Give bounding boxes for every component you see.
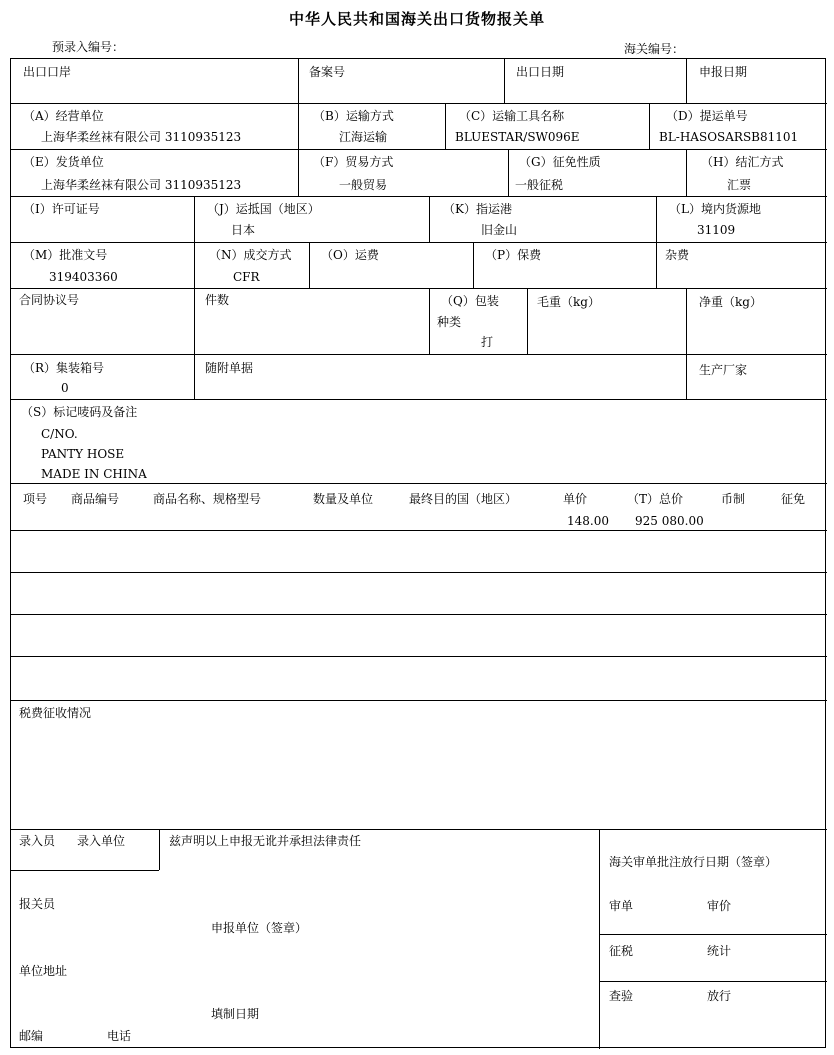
goods-header-name: 商品名称、规格型号 xyxy=(153,492,262,506)
declaration-form xyxy=(10,58,826,1048)
goods-unit-price: 148.00 xyxy=(567,514,609,528)
pieces-label: 件数 xyxy=(205,293,230,307)
release-label: 放行 xyxy=(707,989,732,1003)
trade-label: （F）贸易方式 xyxy=(313,155,394,169)
goods-header-levy: 征免 xyxy=(781,492,806,506)
container-value: 0 xyxy=(61,381,69,395)
settle-value: 汇票 xyxy=(727,178,752,192)
vehicle-label: （C）运输工具名称 xyxy=(459,109,565,123)
declare-unit-label: 申报单位（签章） xyxy=(211,921,308,935)
source-label: （L）境内货源地 xyxy=(669,202,761,216)
approval-value: 319403360 xyxy=(49,270,118,284)
settle-label: （H）结汇方式 xyxy=(701,155,784,169)
trade-value: 一般贸易 xyxy=(339,178,388,192)
review-label: 审单 xyxy=(609,899,634,913)
entry-unit-label: 录入单位 xyxy=(77,834,126,848)
levy-value: 一般征税 xyxy=(515,178,564,192)
deal-label: （N）成交方式 xyxy=(209,248,292,262)
marks-label: （S）标记唛码及备注 xyxy=(21,405,138,419)
shipper-value: 上海华柔丝袜有限公司 3110935123 xyxy=(41,178,242,192)
approval-label: （M）批准文号 xyxy=(23,248,108,262)
goods-header-total: （T）总价 xyxy=(627,492,684,506)
customs-approval-label: 海关审单批注放行日期（签章） xyxy=(609,855,778,869)
port-label: （K）指运港 xyxy=(443,202,512,216)
export-port-label: 出口口岸 xyxy=(23,65,72,79)
fill-date-label: 填制日期 xyxy=(211,1007,260,1021)
goods-header-unit-price: 单价 xyxy=(563,492,588,506)
declaration-statement: 兹声明以上申报无讹并承担法律责任 xyxy=(169,834,362,848)
export-date-label: 出口日期 xyxy=(516,65,565,79)
source-value: 31109 xyxy=(697,223,736,237)
transport-value: 江海运输 xyxy=(339,130,388,144)
phone-label: 电话 xyxy=(107,1029,132,1043)
pre-entry-no-label: 预录入编号： xyxy=(52,40,125,54)
docs-label: 随附单据 xyxy=(205,361,254,375)
broker-label: 报关员 xyxy=(19,897,56,911)
license-label: （I）许可证号 xyxy=(23,202,100,216)
dest-country-label: （J）运抵国（地区） xyxy=(207,202,320,216)
tax-label: 税费征收情况 xyxy=(19,706,92,720)
unit-address-label: 单位地址 xyxy=(19,964,68,978)
misc-fee-label: 杂费 xyxy=(665,248,690,262)
marks-line: PANTY HOSE xyxy=(41,447,125,461)
declare-date-label: 申报日期 xyxy=(699,65,748,79)
goods-header-currency: 币制 xyxy=(721,492,746,506)
goods-total-price: 925 080.00 xyxy=(635,514,704,528)
record-no-label: 备案号 xyxy=(309,65,346,79)
shipper-label: （E）发货单位 xyxy=(23,155,104,169)
bl-label: （D）提运单号 xyxy=(666,109,748,123)
levy-label: （G）征免性质 xyxy=(519,155,601,169)
operator-label: （A）经营单位 xyxy=(23,109,104,123)
form-title: 中华人民共和国海关出口货物报关单 xyxy=(288,10,545,28)
container-label: （R）集装箱号 xyxy=(23,361,105,375)
insurance-label: （P）保费 xyxy=(485,248,542,262)
goods-header-dest: 最终目的国（地区） xyxy=(409,492,518,506)
freight-label: （O）运费 xyxy=(321,248,379,262)
inspection-label: 查验 xyxy=(609,989,634,1003)
goods-header-item-no: 项号 xyxy=(23,492,48,506)
goods-header-qty: 数量及单位 xyxy=(313,492,374,506)
deal-value: CFR xyxy=(233,270,260,284)
contract-label: 合同协议号 xyxy=(19,293,80,307)
vehicle-value: BLUESTAR/SW096E xyxy=(455,130,580,144)
pack-value: 打 xyxy=(481,335,494,349)
postcode-label: 邮编 xyxy=(19,1029,44,1043)
port-value: 旧金山 xyxy=(481,223,518,237)
marks-line: MADE IN CHINA xyxy=(41,467,147,481)
transport-label: （B）运输方式 xyxy=(313,109,394,123)
operator-value: 上海华柔丝袜有限公司 3110935123 xyxy=(41,130,242,144)
customs-no-label: 海关编号： xyxy=(624,42,685,56)
marks-line: C/NO. xyxy=(41,427,78,441)
bl-value: BL-HASOSARSB81101 xyxy=(659,130,799,144)
tax-levy-label: 征税 xyxy=(609,944,634,958)
gross-weight-label: 毛重（kg） xyxy=(537,295,600,309)
pack-label-2: 种类 xyxy=(437,315,462,329)
pack-label: （Q）包装 xyxy=(441,294,499,308)
dest-country-value: 日本 xyxy=(231,223,256,237)
pricing-label: 审价 xyxy=(707,899,732,913)
statistics-label: 统计 xyxy=(707,944,732,958)
entry-person-label: 录入员 xyxy=(19,834,56,848)
maker-label: 生产厂家 xyxy=(699,363,748,377)
net-weight-label: 净重（kg） xyxy=(699,295,762,309)
goods-header-code: 商品编号 xyxy=(71,492,120,506)
